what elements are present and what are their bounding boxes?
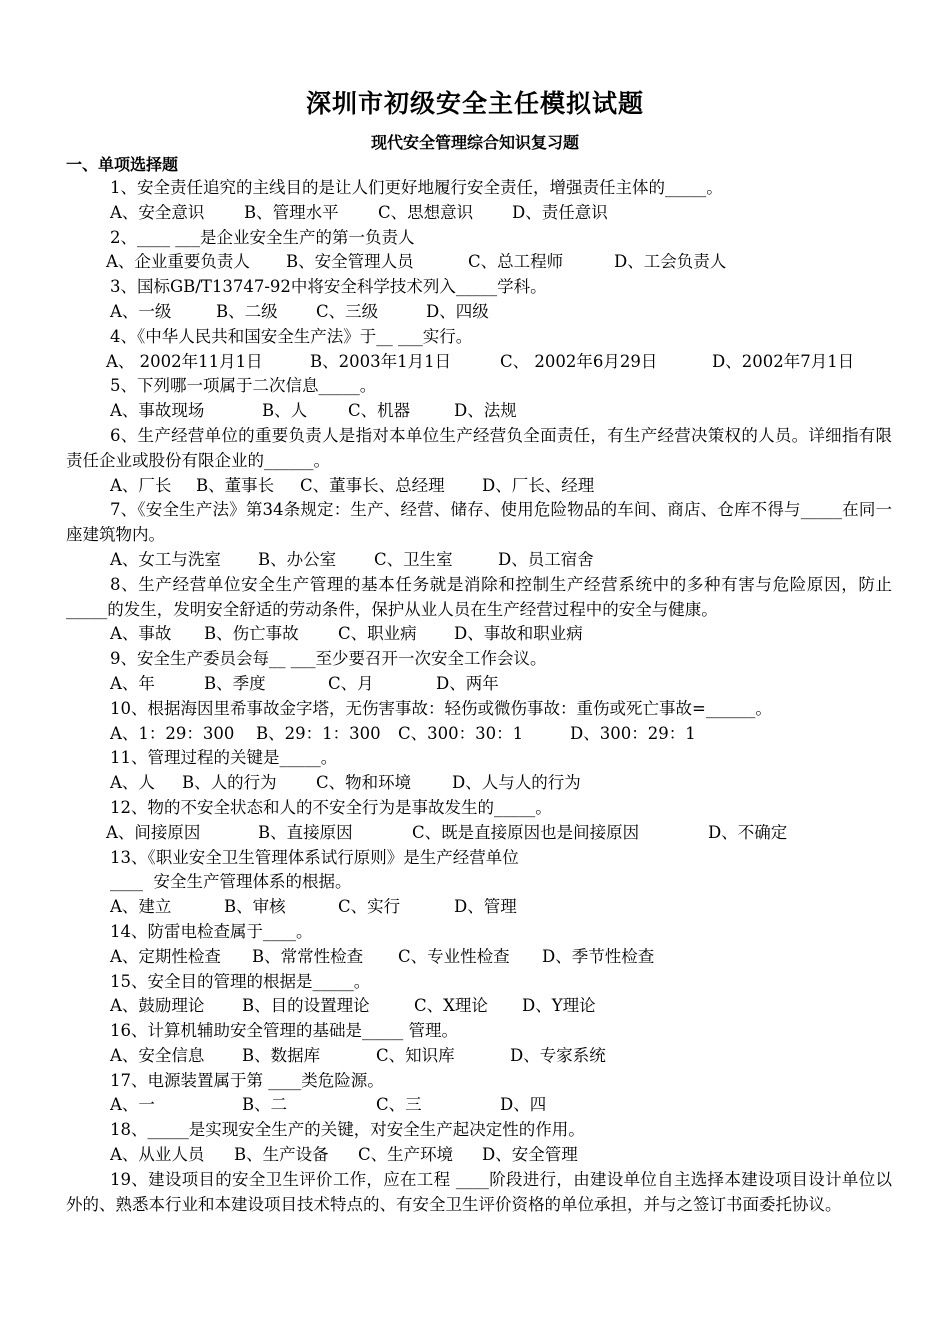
option: A、企业重要负责人 — [106, 252, 250, 272]
option: D、专家系统 — [510, 1045, 606, 1065]
option-row — [66, 1143, 892, 1168]
option: A、建立 — [110, 897, 172, 917]
option: D、季节性检查 — [542, 946, 655, 966]
option: C、300：30：1 — [398, 723, 524, 743]
option: B、人的行为 — [182, 773, 277, 793]
option: B、2003年1月1日 — [310, 351, 452, 371]
option: A、年 — [110, 673, 155, 693]
option: C、既是直接原因也是间接原因 — [412, 822, 640, 842]
option: A、间接原因 — [106, 822, 201, 842]
option: C、专业性检查 — [398, 946, 510, 966]
option: C、思想意识 — [378, 202, 474, 222]
question-text: 16、计算机辅助安全管理的基础是_____ 管理。 — [110, 1021, 458, 1041]
option: C、月 — [328, 673, 374, 693]
option: D、人与人的行为 — [452, 773, 581, 793]
question-text: 5、下列哪一项属于二次信息_____。 — [110, 376, 377, 396]
question-text: 10、根据海因里希事故金字塔，无伤害事故：轻伤或微伤事故：重伤或死亡事故=______。 — [110, 698, 772, 718]
option: D、厂长、经理 — [482, 475, 595, 495]
option: A、1：29：300 — [110, 723, 235, 743]
option: B、伤亡事故 — [204, 624, 299, 644]
option-row — [66, 201, 892, 226]
question-text: 1、安全责任追究的主线目的是让人们更好地履行安全责任，增强责任主体的_____。 — [110, 178, 723, 197]
question-text: 18、_____是实现安全生产的关键，对安全生产起决定性的作用。 — [110, 1120, 585, 1140]
option-row — [66, 622, 892, 647]
option: B、董事长 — [196, 475, 275, 495]
question-list — [66, 176, 892, 1217]
question-text: 9、安全生产委员会每__ ___至少要召开一次安全工作会议。 — [110, 649, 547, 669]
option: C、三级 — [316, 301, 379, 321]
option-row — [66, 945, 892, 970]
option: B、生产设备 — [234, 1145, 329, 1165]
question-text: 3、国标GB/T13747-92中将安全科学技术列入_____学科。 — [110, 277, 547, 297]
option: C、实行 — [338, 897, 401, 917]
option-row — [66, 250, 892, 275]
option-row — [66, 1093, 892, 1118]
option: D、300：29：1 — [570, 723, 696, 743]
page-title: 深圳市初级安全主任模拟试题 — [305, 89, 644, 118]
option-row — [66, 474, 892, 499]
option: B、人 — [262, 401, 308, 421]
option: C、知识库 — [376, 1045, 455, 1065]
option: D、管理 — [454, 897, 517, 917]
option: A、事故 — [110, 624, 172, 644]
option: B、二级 — [216, 301, 278, 321]
question-text-continued: ____ 安全生产管理体系的根据。 — [110, 872, 352, 892]
option: C、总工程师 — [468, 252, 564, 272]
option: A、一级 — [110, 301, 172, 321]
option: A、安全意识 — [110, 202, 205, 222]
option: A、厂长 — [110, 475, 172, 495]
option-row — [66, 399, 892, 424]
option: A、定期性检查 — [110, 946, 221, 966]
question-text: 4、《中华人民共和国安全生产法》于__ ___实行。 — [110, 326, 473, 346]
option-row — [66, 672, 892, 697]
option: B、目的设置理论 — [242, 996, 370, 1016]
option-row — [66, 350, 892, 375]
option: B、办公室 — [258, 549, 337, 569]
option: A、事故现场 — [110, 401, 205, 421]
option: C、 2002年6月29日 — [500, 351, 658, 371]
option: D、不确定 — [708, 822, 788, 842]
option: D、2002年7月1日 — [712, 351, 855, 371]
option: D、安全管理 — [482, 1145, 578, 1165]
question-text: 2、____ ___是企业安全生产的第一负责人 — [110, 227, 415, 247]
option: C、董事长、总经理 — [300, 475, 445, 495]
option: C、X理论 — [414, 996, 488, 1016]
option: B、直接原因 — [258, 822, 353, 842]
option: A、鼓励理论 — [110, 996, 205, 1016]
question-text: 11、管理过程的关键是_____。 — [110, 748, 338, 768]
option-row — [66, 300, 892, 325]
option: A、从业人员 — [110, 1145, 205, 1165]
option: B、季度 — [204, 673, 266, 693]
option: B、二 — [242, 1095, 288, 1115]
option: A、安全信息 — [110, 1045, 205, 1065]
page-subtitle: 现代安全管理综合知识复习题 — [370, 133, 579, 152]
question-text: 19、建设项目的安全卫生评价工作，应在工程 ____阶段进行，由建设单位自主选择本建设项目设计单位以外的、熟悉本行业和本建设项目技术特点的、有安全卫生评价资格的单位承担，并与之签订书面委托协议。 — [66, 1169, 892, 1214]
option: D、员工宿舍 — [498, 549, 594, 569]
question-text: 8、生产经营单位安全生产管理的基本任务就是消除和控制生产经营系统中的多种有害与危险原因，防止_____的发生，发明安全舒适的劳动条件，保护从业人员在生产经营过程中的安全与健康。 — [66, 574, 892, 619]
option: B、安全管理人员 — [286, 252, 414, 272]
option: C、生产环境 — [358, 1145, 454, 1165]
question-text: 13、《职业安全卫生管理体系试行原则》是生产经营单位 — [110, 847, 519, 867]
option: C、物和环境 — [316, 773, 412, 793]
question-text: 6、生产经营单位的重要负责人是指对本单位生产经营负全面责任，有生产经营决策权的人员。详细指有限责任企业或股份有限企业的______。 — [66, 425, 892, 470]
option: D、法规 — [454, 401, 517, 421]
option: D、两年 — [436, 673, 499, 693]
option: B、29：1：300 — [256, 723, 381, 743]
option: C、职业病 — [338, 624, 417, 644]
option-row — [66, 821, 892, 846]
option: C、机器 — [348, 401, 411, 421]
option: B、管理水平 — [244, 202, 339, 222]
option-row — [66, 548, 892, 573]
option: B、数据库 — [242, 1045, 321, 1065]
option: A、人 — [110, 773, 155, 793]
question-text: 12、物的不安全状态和人的不安全行为是事故发生的_____。 — [110, 797, 552, 817]
option: A、 2002年11月1日 — [106, 351, 263, 371]
option: D、四级 — [426, 301, 489, 321]
question-text: 7、《安全生产法》第34条规定：生产、经营、储存、使用危险物品的车间、商店、仓库不得与_____在同一座建筑物内。 — [66, 500, 892, 545]
question-text: 15、安全目的管理的根据是_____。 — [110, 971, 371, 991]
option-row — [66, 895, 892, 920]
option-row — [66, 771, 892, 796]
option: D、四 — [500, 1095, 547, 1115]
option: A、女工与洗室 — [110, 549, 221, 569]
section-heading: 一、单项选择题 — [66, 155, 179, 174]
option: C、三 — [376, 1095, 422, 1115]
option: D、事故和职业病 — [454, 624, 583, 644]
option: A、一 — [110, 1095, 155, 1115]
option: D、Y理论 — [522, 996, 596, 1016]
question-text: 17、电源装置属于第 ____类危险源。 — [110, 1070, 384, 1090]
option: B、审核 — [224, 897, 286, 917]
option-row — [66, 722, 892, 747]
option: B、常常性检查 — [252, 946, 364, 966]
option: D、责任意识 — [512, 202, 608, 222]
option-row — [66, 1044, 892, 1069]
question-text: 14、防雷电检查属于____。 — [110, 921, 313, 941]
option-row — [66, 994, 892, 1019]
option: D、工会负责人 — [614, 252, 727, 272]
option: C、卫生室 — [374, 549, 453, 569]
